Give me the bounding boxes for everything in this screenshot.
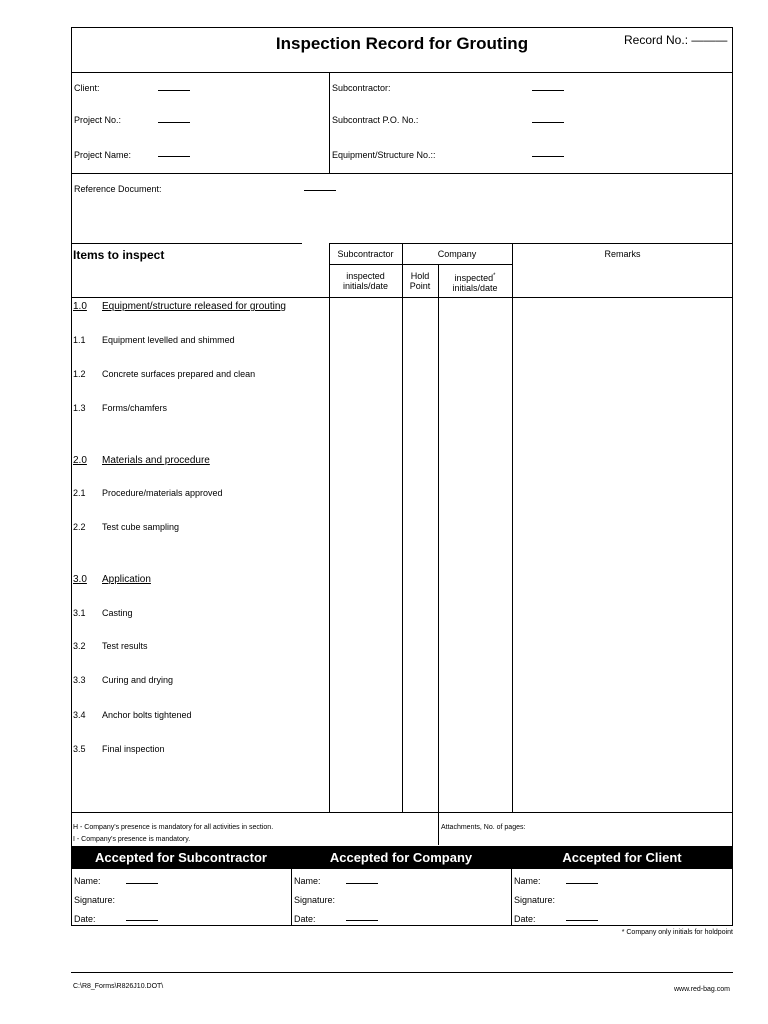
divider	[71, 972, 733, 973]
client-name-label: Name:	[514, 876, 541, 886]
item-3-2-label: Test results	[102, 641, 148, 651]
item-3-1: 3.1	[73, 608, 86, 618]
item-1-1: 1.1	[73, 335, 86, 345]
record-label: Record No.:	[624, 33, 689, 47]
attachments-field[interactable]: Attachments, No. of pages:	[441, 824, 526, 831]
subcontractor-field[interactable]: Subcontractor:	[332, 83, 391, 93]
divider	[71, 173, 733, 174]
subcontract-po-blank[interactable]	[532, 122, 564, 123]
item-3-4: 3.4	[73, 710, 86, 720]
website-link[interactable]: www.red-bag.com	[673, 986, 730, 993]
client-date-blank[interactable]	[566, 920, 598, 921]
item-3-3-label: Curing and drying	[102, 675, 174, 685]
item-3-3: 3.3	[73, 675, 86, 685]
divider	[438, 264, 439, 845]
i-note: I - Company's presence is mandatory.	[73, 836, 191, 843]
accepted-client: Accepted for Client	[562, 850, 682, 865]
item-1-0-label: Equipment/structure released for grouting	[102, 301, 286, 312]
company-signature-label: Signature:	[294, 895, 336, 905]
col-company: Company	[437, 249, 477, 259]
col-company-inspected: inspected* initials/date	[452, 273, 498, 293]
client-blank[interactable]	[158, 90, 190, 91]
item-1-2: 1.2	[73, 369, 86, 379]
client-date-label: Date:	[514, 914, 536, 924]
item-1-0: 1.0	[73, 301, 87, 312]
equipment-no-field[interactable]: Equipment/Structure No.::	[332, 150, 436, 160]
file-path: C:\R8_Forms\R826J10.DOT\	[73, 983, 164, 990]
h-note: H - Company's presence is mandatory for all activities in section.	[73, 824, 274, 831]
company-name-blank[interactable]	[346, 883, 378, 884]
item-3-5: 3.5	[73, 744, 86, 754]
item-3-1-label: Casting	[102, 608, 133, 618]
item-3-2: 3.2	[73, 641, 86, 651]
sub-date-label: Date:	[74, 914, 96, 924]
reference-document-field[interactable]: Reference Document:	[74, 184, 162, 194]
divider	[512, 243, 513, 812]
project-name-blank[interactable]	[158, 156, 190, 157]
item-3-0-label: Application	[102, 574, 151, 585]
divider	[511, 869, 512, 926]
item-1-1-label: Equipment levelled and shimmed	[102, 335, 235, 345]
subcontract-po-field[interactable]: Subcontract P.O. No.:	[332, 115, 419, 125]
sub-date-blank[interactable]	[126, 920, 158, 921]
item-2-2: 2.2	[73, 522, 86, 532]
record-number	[624, 33, 727, 47]
accepted-subcontractor: Accepted for Subcontractor	[95, 850, 267, 865]
divider	[71, 297, 733, 298]
divider	[71, 243, 302, 244]
item-2-1-label: Procedure/materials approved	[102, 488, 223, 498]
project-name-field[interactable]: Project Name:	[74, 150, 132, 160]
sub-name-label: Name:	[74, 876, 101, 886]
client-name-blank[interactable]	[566, 883, 598, 884]
divider	[71, 72, 733, 73]
reference-document-blank[interactable]	[304, 190, 336, 191]
item-2-0-label: Materials and procedure	[102, 455, 210, 466]
col-sub-inspected: inspected initials/date	[342, 271, 389, 291]
items-heading: Items to inspect	[73, 248, 165, 262]
company-date-blank[interactable]	[346, 920, 378, 921]
form-title: Inspection Record for Grouting	[275, 34, 529, 53]
divider	[402, 243, 403, 812]
accepted-company: Accepted for Company	[329, 850, 473, 865]
divider	[329, 243, 733, 244]
sub-name-blank[interactable]	[126, 883, 158, 884]
col-hold-point: Hold Point	[409, 271, 431, 291]
company-initials-note: * Company only initials for holdpoint	[621, 929, 733, 936]
company-date-label: Date:	[294, 914, 316, 924]
item-1-3: 1.3	[73, 403, 86, 413]
item-1-2-label: Concrete surfaces prepared and clean	[102, 369, 256, 379]
item-1-3-label: Forms/chamfers	[102, 403, 168, 413]
item-3-0: 3.0	[73, 574, 87, 585]
item-2-2-label: Test cube sampling	[102, 522, 180, 532]
record-value[interactable]: ———	[691, 33, 728, 47]
divider	[71, 812, 733, 813]
company-name-label: Name:	[294, 876, 321, 886]
equipment-no-blank[interactable]	[532, 156, 564, 157]
item-2-0: 2.0	[73, 455, 87, 466]
item-3-4-label: Anchor bolts tightened	[102, 710, 192, 720]
divider	[329, 243, 330, 812]
col-subcontractor: Subcontractor	[337, 249, 394, 259]
item-3-5-label: Final inspection	[102, 744, 165, 754]
sub-signature-label: Signature:	[74, 895, 116, 905]
divider	[329, 72, 330, 173]
client-signature-label: Signature:	[514, 895, 556, 905]
project-no-blank[interactable]	[158, 122, 190, 123]
project-no-field[interactable]: Project No.:	[74, 115, 122, 125]
col-remarks: Remarks	[604, 249, 641, 259]
client-field[interactable]: Client:	[74, 83, 100, 93]
divider	[329, 264, 512, 265]
subcontractor-blank[interactable]	[532, 90, 564, 91]
item-2-1: 2.1	[73, 488, 86, 498]
divider	[291, 869, 292, 926]
